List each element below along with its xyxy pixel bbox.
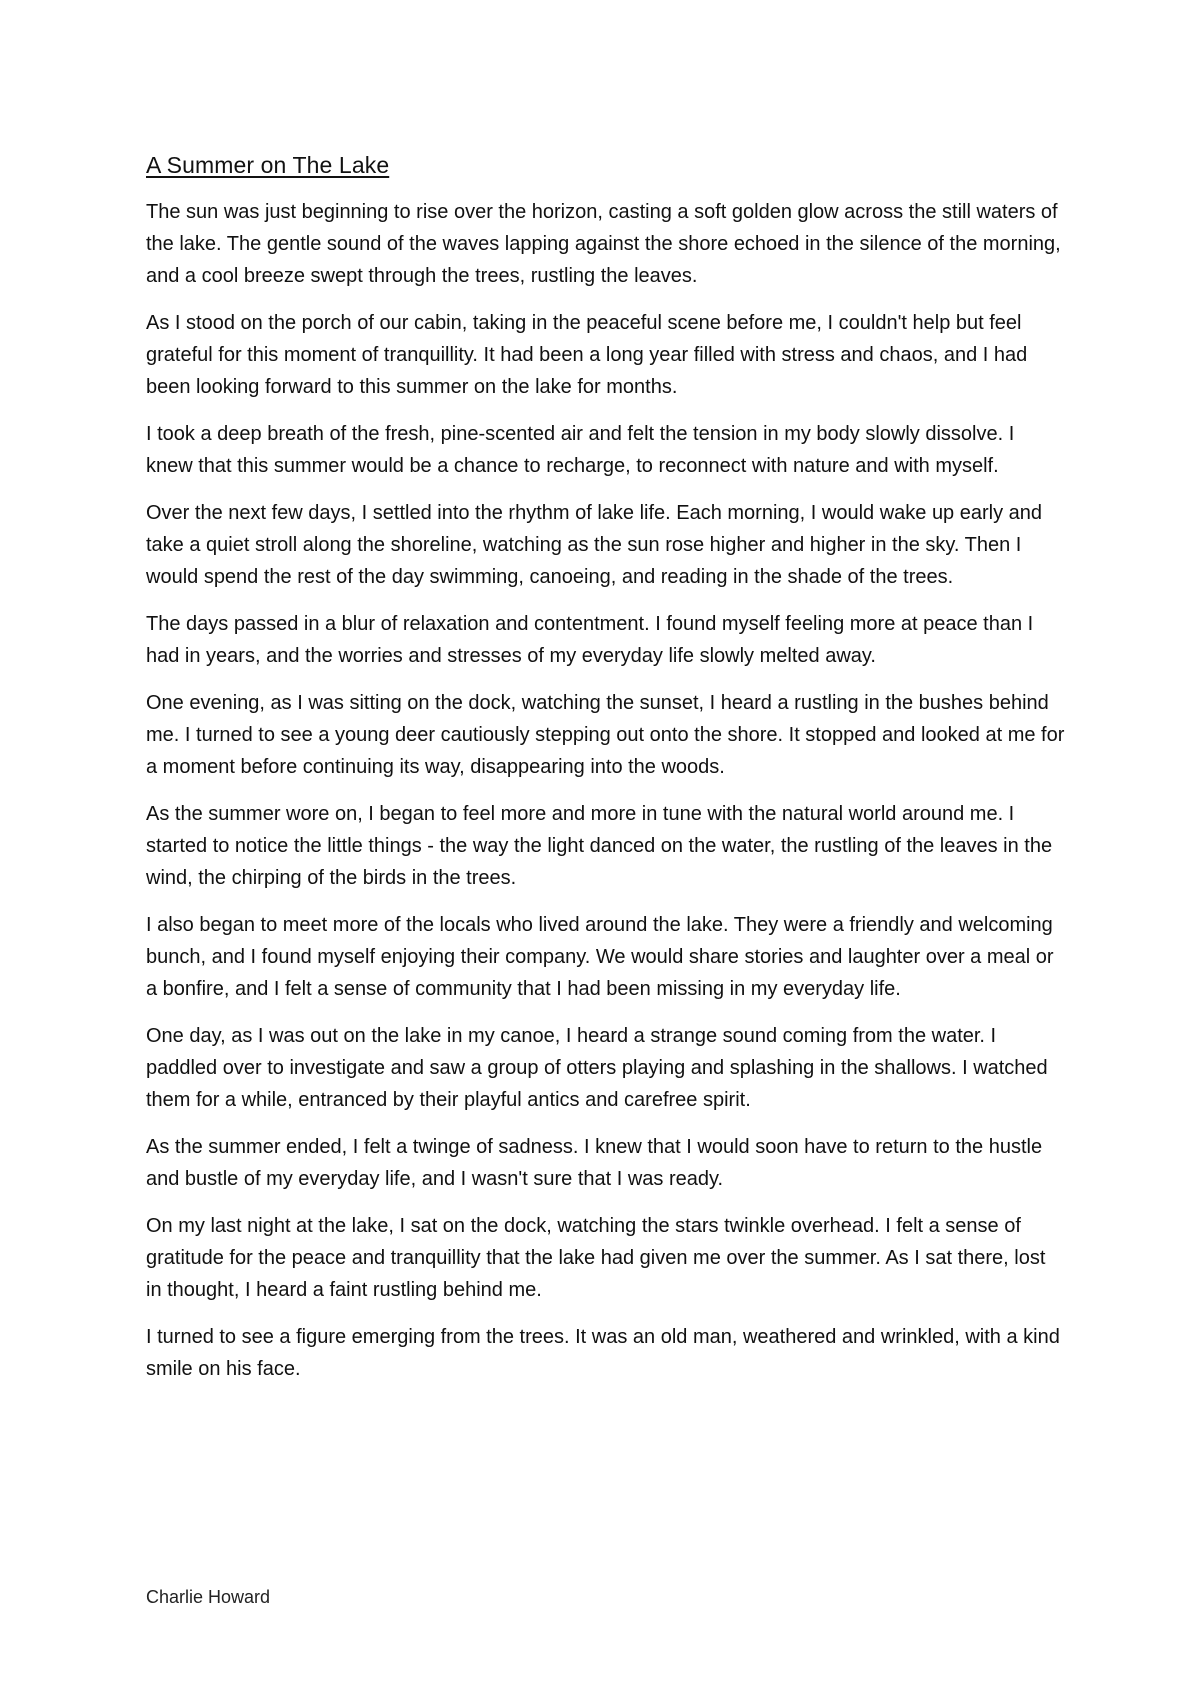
paragraph-5: The days passed in a blur of relaxation and contentment. I found myself feeling more at peace than I had in years, and the worries and stresses of my everyday life slowly melted away. [146, 613, 1034, 667]
paragraph-10: As the summer ended, I felt a twinge of sadness. I knew that I would soon have to return to the hustle and bustle of my everyday life, and I wasn't sure that I was ready. [146, 1136, 1043, 1190]
paragraph-9: One day, as I was out on the lake in my canoe, I heard a strange sound coming from the water. I paddled over to investigate and saw a group of otters playing and splashing in the shallows. I watched them for a while, entranced by their playful antics and carefree spirit. [146, 1025, 1048, 1111]
paragraph-12: I turned to see a figure emerging from the trees. It was an old man, weathered and wrinkled, with a kind smile on his face. [146, 1326, 1060, 1380]
paragraph-8: I also began to meet more of the locals who lived around the lake. They were a friendly and welcoming bunch, and I found myself enjoying their company. We would share stories and laughter over a meal or a bonfire, and I felt a sense of community that I had been missing in my everyday life. [146, 914, 1054, 1000]
paragraph-2: As I stood on the porch of our cabin, taking in the peaceful scene before me, I couldn't help but feel grateful for this moment of tranquillity. It had been a long year filled with stress and chaos, and I had been looking forward to this summer on the lake for months. [146, 312, 1028, 398]
paragraph-6: One evening, as I was sitting on the dock, watching the sunset, I heard a rustling in the bushes behind me. I turned to see a young deer cautiously stepping out onto the shore. It stopped and looked at me for a moment before continuing its way, disappearing into the woods. [146, 692, 1065, 778]
document-body [146, 150, 1066, 1400]
paragraph-4: Over the next few days, I settled into the rhythm of lake life. Each morning, I would wake up early and take a quiet stroll along the shoreline, watching as the sun rose higher and higher in the sky. Then I would spend the rest of the day swimming, canoeing, and reading in the shade of the trees. [146, 502, 1043, 588]
paragraph-1: The sun was just beginning to rise over the horizon, casting a soft golden glow across the still waters of the lake. The gentle sound of the waves lapping against the shore echoed in the silence of the morning, and a cool breeze swept through the trees, rustling the leaves. [146, 201, 1061, 287]
footer-author: Charlie Howard [146, 1587, 271, 1607]
paragraph-7: As the summer wore on, I began to feel more and more in tune with the natural world around me. I started to notice the little things - the way the light danced on the water, the rustling of the leaves in the wind, the chirping of the birds in the trees. [146, 803, 1053, 889]
paragraph-3: I took a deep breath of the fresh, pine-scented air and felt the tension in my body slowly dissolve. I knew that this summer would be a chance to recharge, to reconnect with nature and with myself. [146, 423, 1015, 477]
paragraph-11: On my last night at the lake, I sat on the dock, watching the stars twinkle overhead. I felt a sense of gratitude for the peace and tranquillity that the lake had given me over the summer. As I sat there, lost in thought, I heard a faint rustling behind me. [146, 1215, 1046, 1301]
document-title: A Summer on The Lake [146, 152, 390, 178]
